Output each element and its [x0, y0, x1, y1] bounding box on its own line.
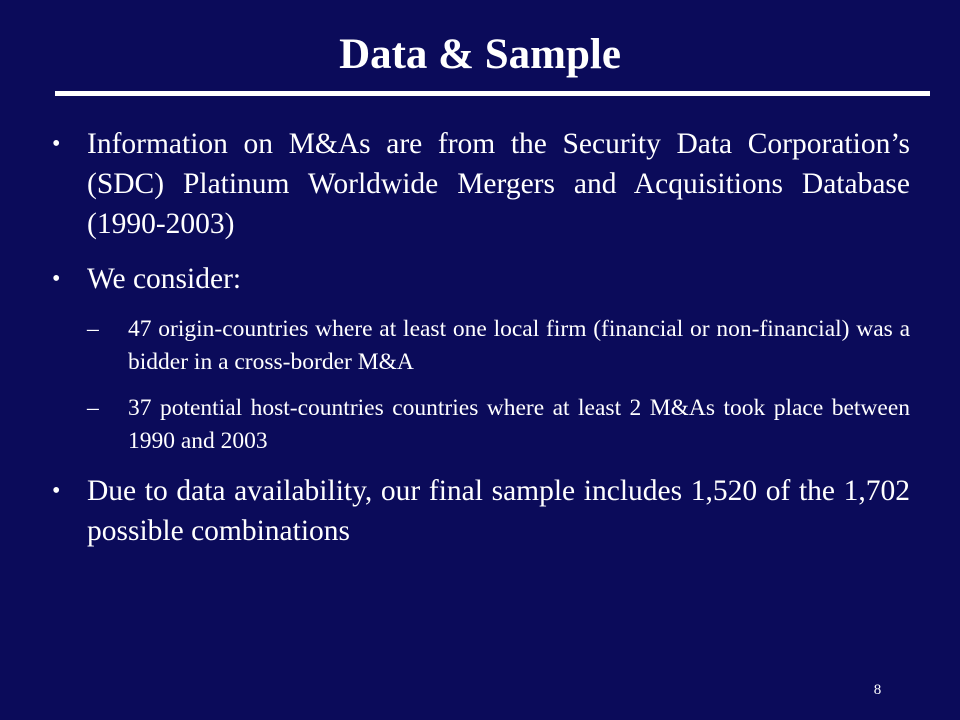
sub-bullet-text: 47 origin-countries where at least one local firm (financial or non-financial) was a bidder in a cross-border M&A [128, 316, 910, 375]
sub-bullet-item [87, 392, 910, 458]
bullet-text: Information on M&As are from the Security Data Corporation’s (SDC) Platinum Worldwide Mergers and Acquisitions Database (1990-2003) [87, 128, 910, 240]
bullet-dot-icon: • [52, 266, 61, 292]
bullet-dot-icon: • [52, 478, 61, 504]
bullet-item [50, 259, 910, 299]
slide-content [50, 124, 910, 551]
dash-icon: – [87, 316, 99, 342]
dash-icon: – [87, 395, 99, 421]
sub-bullet-item [87, 313, 910, 379]
page-number: 8 [873, 682, 882, 698]
bullet-item [50, 471, 910, 551]
sub-bullet-text: 37 potential host-countries countries where at least 2 M&As took place between 1990 and 2003 [128, 395, 910, 454]
bullet-dot-icon: • [52, 131, 61, 157]
bullet-text: We consider: [87, 263, 242, 295]
title-underline [55, 91, 930, 96]
slide-title: Data & Sample [339, 31, 621, 78]
bullet-item [50, 124, 910, 244]
bullet-text: Due to data availability, our final sample includes 1,520 of the 1,702 possible combinations [87, 475, 910, 547]
